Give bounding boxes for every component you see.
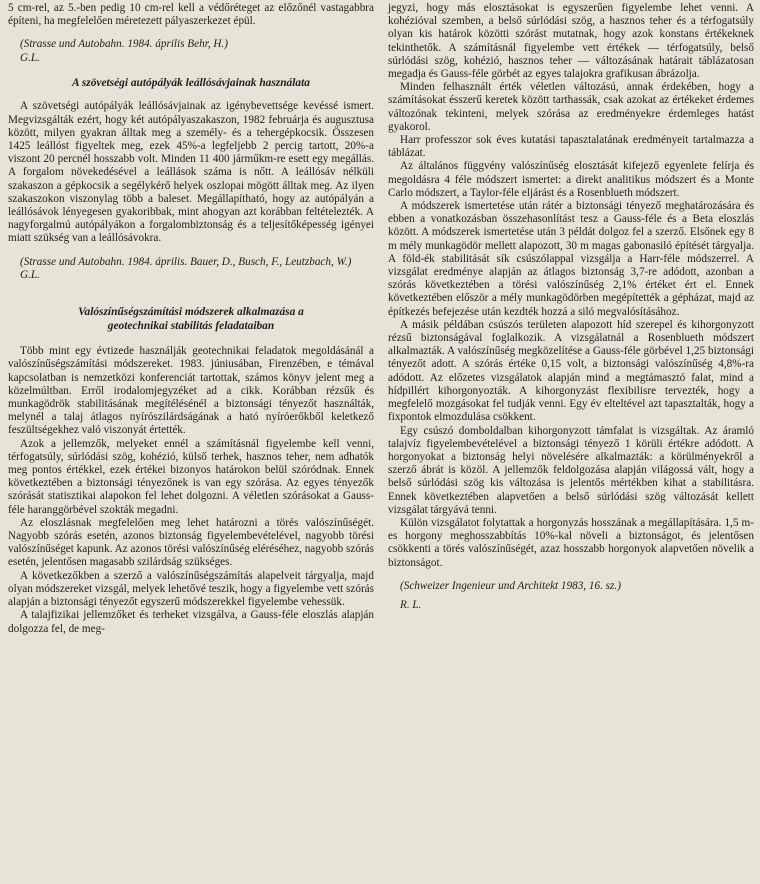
source-citation-3: (Schweizer Ingenieur und Architekt 1983, 16. sz.) [400, 579, 621, 592]
right-column [388, 2, 754, 884]
article-title-geotechnical-line-1: Valószínűségszámítási módszerek alkalmazása a [78, 306, 304, 319]
article-title-geotechnical-line-2: geotechnikai stabilitás feladataiban [107, 319, 275, 332]
article-paragraph: Harr professzor sok éves kutatási tapasztalatának eredményeit tartalmazza a táblázat. [388, 134, 754, 160]
article-title-motorway-lanes: A szövetségi autópályák leállósávjainak használata [72, 76, 310, 89]
article-paragraph: A módszerek ismertetése után rátér a biztonsági tényező meghatározására és ebben a vonatkozásban összehasonlítást tesz a Gauss-féle és a Beta eloszlás között. A módszerek ismertetése után 3 példát dolgoz fel a szerző. Elsőnek egy 8 m mély munkagödör mellett alapozott, 30 m magas gabonasiló építését tárgyalja. A föld-ék stabilitását sík csúszólappal vizsgálja a Harr-féle módszerrel. A vizsgálat eredménye alapján az átlagos biztonság 3,7-re adódott, azonban a szórás következtében a törési valószínűség 2,1% értéket ért el. Ennek következtében először a mély munkagödörben megépítették a gépházat, majd az építkezés befejezése után kezdték hozzá a siló megvalósításához. [388, 200, 754, 318]
article-paragraph: A szövetségi autópályák leállósávjainak az igénybevettsége kevéssé ismert. Megvizsgálták ezért, hogy két autópályaszakaszon, 1982 februárja és augusztusa között, milyen gyakran álltak meg a személy- és a tehergépkocsik. Összesen 1425 leállóst figyeltek meg, ezek 45%-a legfeljebb 2 percig tartott, 20%-a viszont 20 percnél hosszabb volt. Minden 11 400 járműkm-re esett egy megállás. A forgalom növekedésével a leállások száma is nőtt. A leállósáv nélküli szakaszon a gépkocsik a segélykérő helyek oszlopai mögött álltak meg. Az ilyen szakaszokon viszonylag több a baleset. Megállapítható, hogy az autópályán a leállósávok lényegesen gyakoribbak, mint ahogyan azt korábban feltételezték. A nagyforgalmú autópályákon a forgalombiztonság és a teljesítőképesség igényei miatt szükség van a leállósávokra. [8, 100, 374, 245]
article-paragraph: jegyzi, hogy más elosztásokat is egyszerűen figyelembe lehet venni. A kohézióval szemben, a belső súrlódási szög, a hasznos teher és a térfogatsúly olyan kis határok közötti szórást mutatnak, hogy azok konstans értékeknek tekinthetők. A számításnál figyelembe vett értékek — térfogatsúly, belső súrlódási szög, kohézió, hasznos teher — változásának határait táblázatosan megadja és Gauss-féle görbét az egyes talajokra grafikusan ábrázolja. [388, 2, 754, 81]
article-paragraph: A talajfizikai jellemzőket és terheket vizsgálva, a Gauss-féle eloszlás alapján dolgozza fel, de meg- [8, 609, 374, 635]
source-citation-1: (Strasse und Autobahn. 1984. április Behr, H.) [20, 38, 229, 51]
article-paragraph: Azok a jellemzők, melyeket ennél a számításnál figyelembe kell venni, térfogatsúly, súrlódási szög, kohézió, külső terhek, hasznos teher, nem adhatók meg pontos értékkel, ezek értékei bizonyos határokon belül szóródnak. Ennek következtében a biztonsági tényezőnek is van egy szórása. Az egyes tényezők szórását statisztikai alapokon fel lehet dolgozni. A véletlen szórásokat a Gauss-féle haranggörbével szokták megadni. [8, 437, 374, 516]
article-paragraph: Több mint egy évtizede használják geotechnikai feladatok megoldásánál a valószínűségszámítási módszereket. 1983. júniusában, Firenzében, e témával kapcsolatban is nemzetközi konferenciát tartottak, számos könyv jelent meg a közelmúltban. Erről irodalomjegyzéket ad a cikk. Korábban rézsűk és munkagödrök stabilitásának megítélésénél a biztonsági tényezőt használták, melynél a talaj átlagos nyírószilárdságának a ható nyíróerőkből keletkező feszültségekhez való viszonyát értették. [8, 345, 374, 437]
article-paragraph: Minden felhasznált érték véletlen változású, annak érdekében, hogy a számításokat ésszerű keretek között tarthassák, csak azokat az értékeket érdemes változónak tekinteni, melyek szórása az eredményekre érdemleges hatást gyakorol. [388, 81, 754, 133]
article-paragraph: Az általános függvény valószínűség elosztását kifejező egyenlete felírja és megoldásra 4 féle módszert ismertet: a direkt analitikus módszert és a Monte Carlo módszert, a Taylor-féle eljárást és a Rosenblueth módszert. [388, 160, 754, 199]
left-column [8, 2, 374, 884]
article-paragraph: A másik példában csúszós területen alapozott híd szerepel és kihorgonyzott rézsű biztonságával foglalkozik. A vizsgálatnál a Rosenblueth módszert alkalmazták. A valószínűség megközelítése a Gauss-féle görbével 1,25 biztonsági tényezőt adott. A szórás értéke 0,15 volt, a biztonsági valószínűség 4,8%-ra adódott. Az előzetes vizsgálatok alapján mind a megtámasztó falat, mind a hídpillért kihorgonyozták. A kihorgonyzást flexibilisre tervezték, hogy a megfelelő mozgásokat fel tudják venni. Egy év elteltével azt tapasztalták, hogy a fixpontok elmozdulása csökkent. [388, 318, 754, 424]
source-citation-2: (Strasse und Autobahn. 1984. április. Bauer, D., Busch, F., Leutzbach, W.) [20, 255, 352, 268]
signature-3: R. L. [400, 598, 422, 611]
article-paragraph: Az eloszlásnak megfelelően meg lehet határozni a törés valószínűségét. Nagyobb szórás esetén, azonos biztonság figyelembevételével, nagyobb törési valószínűséget kapunk. Az azonos törési valószínűség eléréséhez, nagyobb szórás esetén, jelentősen magasabb szilárdság szükséges. [8, 516, 374, 569]
article-paragraph: A következőkben a szerző a valószínűségszámítás alapelveit tárgyalja, majd olyan módszereket vizsgál, melyek lehetővé teszik, hogy a figyelembe vett szórás alapján a biztonsági tényezőt egyszerű módszerekkel figyelembe vehessük. [8, 569, 374, 609]
article-paragraph: Egy csúszó domboldalban kihorgonyzott támfalat is vizsgáltak. Az áramló talajvíz figyelembevételével a biztonsági tényező 1 körüli értékre adódott. A horgonyokat a biztonság helyi növelésére alkalmazták: a körülményekről a szerző ábrát is közöl. A jellemzők feldolgozása alapján világossá vált, hogy a belső súrlódási szög kis változása is jelentős mértékben kihat a stabilitásra. Ennek következtében alapvetően a belső súrlódási szög változását kellett vizsgálat tárgyává tenni. [388, 424, 754, 516]
intro-text: 5 cm-rel, az 5.-ben pedig 10 cm-rel kell a védőréteget az előzőnél vastagabbra építeni, ha megfelelően méretezett pályaszerkezet épül. [8, 2, 374, 28]
signature-1: G.L. [20, 51, 40, 64]
signature-2: G.L. [20, 268, 40, 281]
article-paragraph: Külön vizsgálatot folytattak a horgonyzás hosszának a megállapítására. 1,5 m-es horgony meghosszabbítás 10%-kal növeli a biztonságot, és jelentősen csökkenti a törés valószínűségét, azaz hosszabb horgonyok alapvetően növelik a biztonságot. [388, 516, 754, 569]
